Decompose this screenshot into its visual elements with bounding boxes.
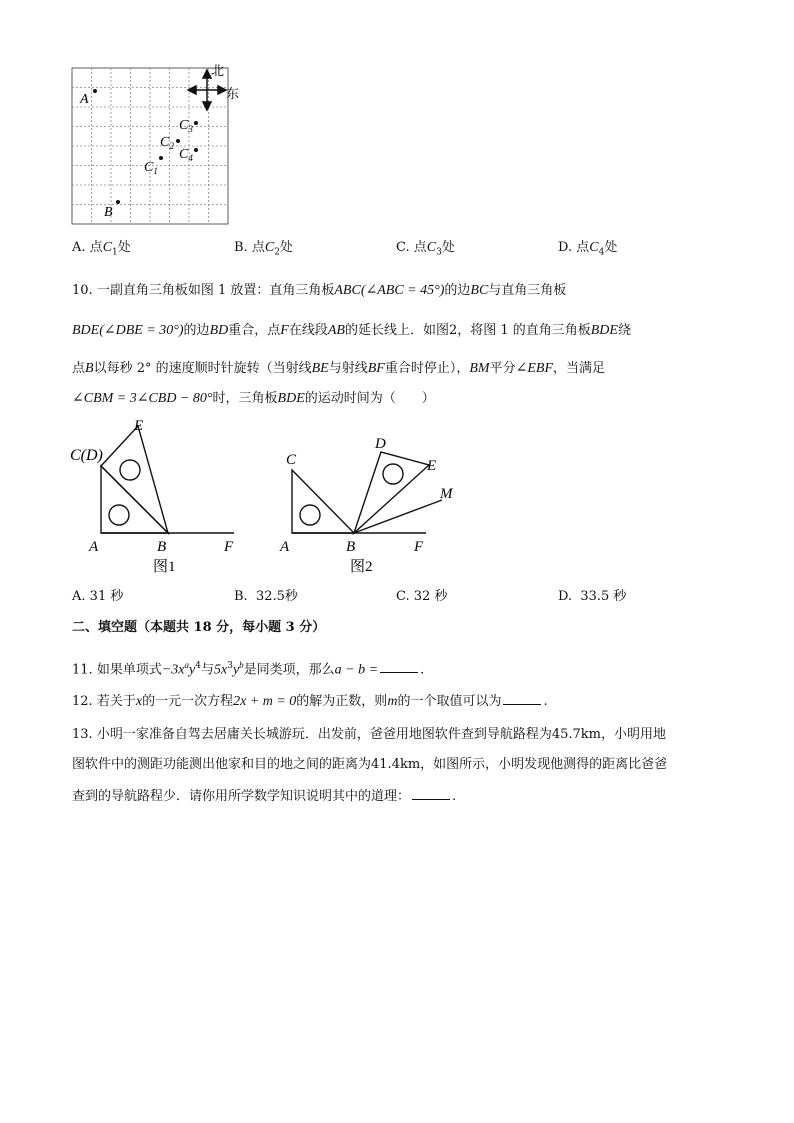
fig2-label-e: E [427,458,437,474]
fig1-label-b: B [157,539,167,555]
fig2-ray-bm [354,500,442,533]
point-a-label: A [80,92,89,107]
figure-2 [276,430,476,578]
fig2-label-d: D [375,436,386,452]
q13-answer-blank[interactable] [412,787,450,800]
fig2-label-a: A [280,539,290,555]
point-b [116,200,120,204]
q9-option-d[interactable]: D. 点$C_4$处 [558,240,618,258]
q10-line-3: 点B以每秒 2° 的速度顺时针旋转（当射线BE与射线BF重合时停止），BM平分∠EBF，当满足 [72,361,606,376]
point-c2 [176,139,180,143]
compass-north-label: 北 [211,63,225,78]
q10-option-a[interactable]: A. 31 秒 [72,589,124,604]
point-c4 [194,148,198,152]
section-2-title: 二、填空题（本题共 18 分，每小题 3 分） [72,620,326,635]
q10-option-b[interactable]: B. 32.5秒 [234,589,298,604]
q13-line-1: 13. 小明一家准备自驾去居庸关长城游玩．出发前，爸爸用地图软件查到导航路程为45.7km，小明用地 [72,727,667,742]
point-c3 [194,121,198,125]
q12: 12. 若关于x的一元一次方程2x + m = 0的解为正数，则m的一个取值可以为 . [72,694,548,709]
q13-line-2: 图软件中的测距功能测出他家和目的地之间的距离为41.4km，如图所示，小明发现他测得的距离比爸爸 [72,757,668,772]
q9-option-b[interactable]: B. 点$C_2$处 [234,240,293,258]
compass-east-label: 东 [226,86,240,101]
q11-answer-blank[interactable] [380,660,418,673]
point-a [93,89,97,93]
q9-option-c[interactable]: C. 点$C_3$处 [396,240,455,258]
svg-text:C3: $C_3$ [179,118,193,134]
fig2-label-m: M [440,486,453,502]
grid-figure [60,58,260,230]
svg-text:C1: $C_1$ [144,160,158,176]
q10-line-1: 10. 一副直角三角板如图 1 放置：直角三角板ABC(∠ABC = 45°)的边BC与直角三角板 [72,283,567,298]
fig1-label-f: F [224,539,234,555]
fig2-triangle-abc [292,470,354,533]
svg-text:C2: $C_2$ [160,135,174,151]
q13-line-3: 查到的导航路程少．请你用所学数学知识说明其中的道理： . [72,789,457,804]
fig2-caption: 图2 [350,559,373,575]
q11: 11. 如果单项式$-3x^ay^4$与$5x^3y^b$是同类项，那么a − b = . [72,660,425,678]
fig2-label-f: F [414,539,424,555]
q12-answer-blank[interactable] [503,692,541,705]
svg-text:C4: $C_4$ [179,147,193,163]
point-c1 [159,156,163,160]
q10-option-d[interactable]: D. 33.5 秒 [558,589,627,604]
fig1-caption: 图1 [153,559,176,575]
q10-line-4: ∠CBM = 3∠CBD − 80°时，三角板BDE的运动时间为（ ） [72,391,435,406]
fig1-label-cd: C(D) [70,447,103,464]
q10-line-2: BDE(∠DBE = 30°)的边BD重合，点F在线段AB的延长线上．如图2，将图 1 的直角三角板BDE绕 [72,323,631,338]
point-b-label: B [104,205,113,220]
q10-option-c[interactable]: C. 32 秒 [396,589,448,604]
figure-1 [66,414,246,578]
fig2-label-c: C [286,452,297,468]
fig1-label-a: A [89,539,99,555]
fig2-label-b: B [346,539,356,555]
q9-option-a[interactable]: A. 点$C_1$处 [72,240,131,258]
fig1-label-e: E [134,418,144,434]
